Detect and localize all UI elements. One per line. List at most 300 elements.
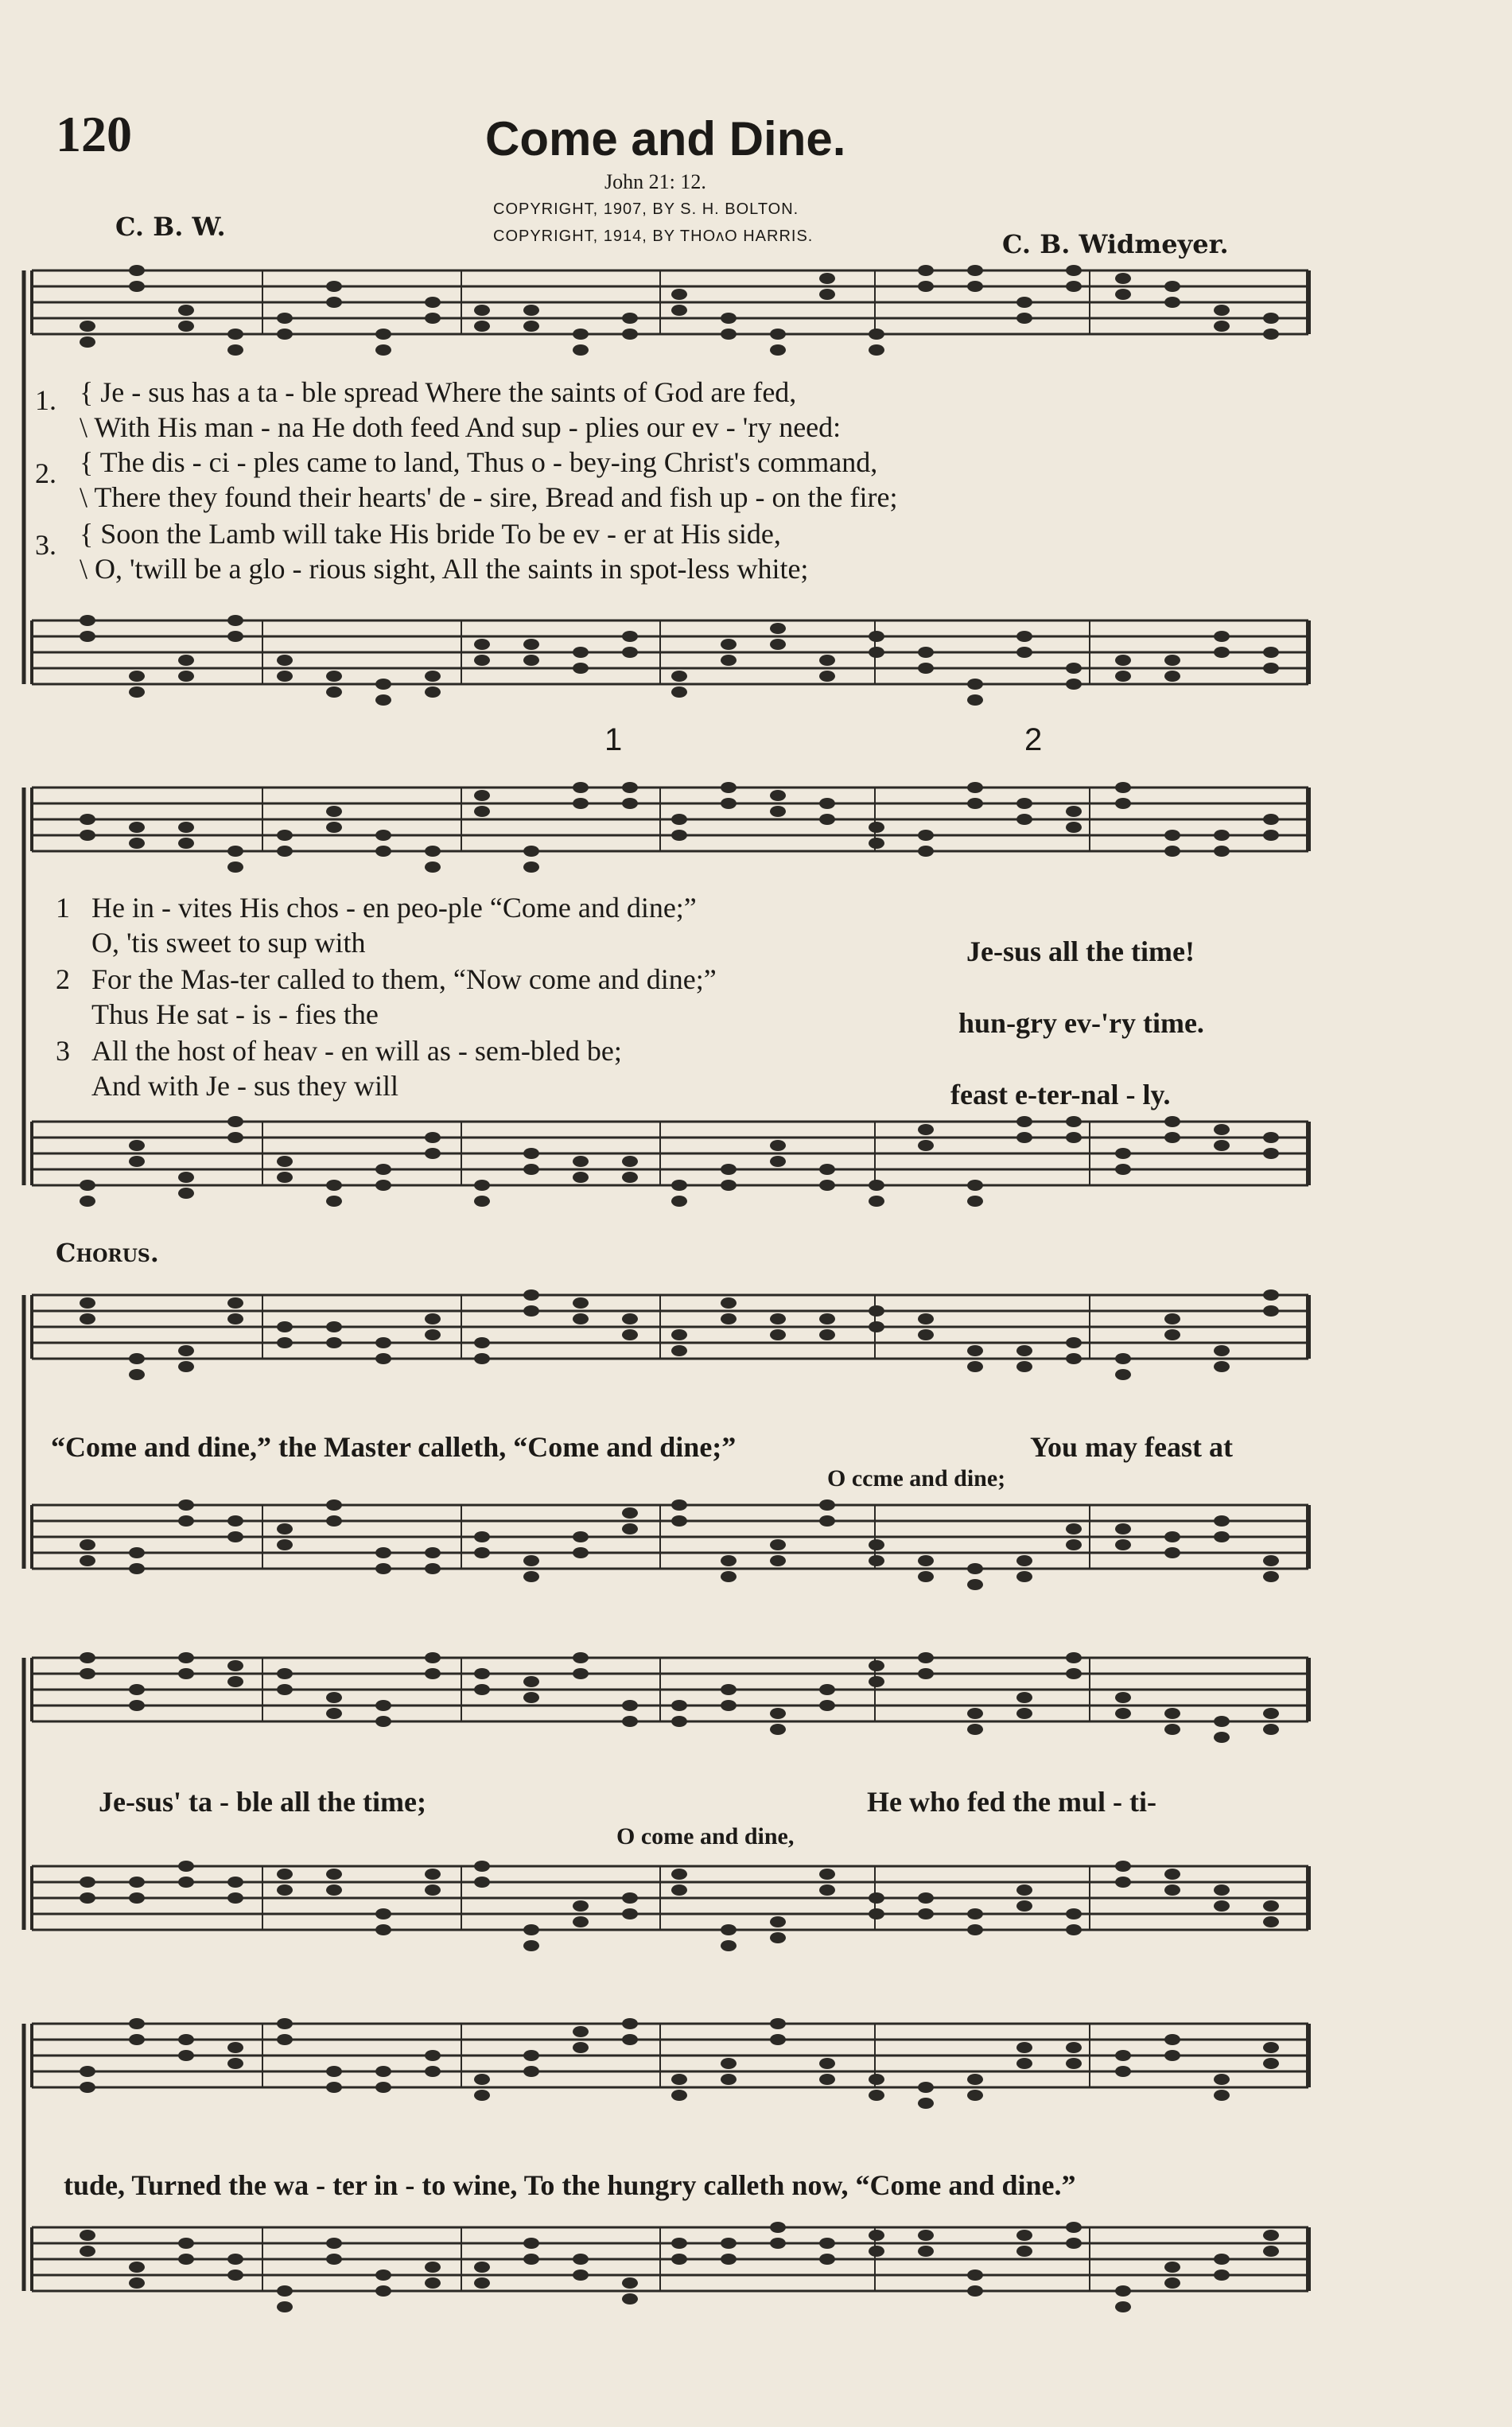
note-head [1164,1531,1180,1542]
note-head [967,1361,983,1372]
note-head [869,822,884,833]
note-head [277,1337,293,1348]
note-head [671,686,687,698]
note-head [326,1515,342,1527]
note-head [869,1660,884,1671]
note-head [1263,1900,1279,1912]
note-head [227,344,243,356]
verse-1-line-1: { Je - sus has a ta - ble spread Where the saints of God are fed, [80,376,797,408]
note-head [869,2090,884,2101]
note-head [425,297,441,308]
note-head [1066,1353,1082,1364]
note-head [425,1132,441,1143]
note-head [474,1531,490,1542]
note-head [326,1884,342,1896]
note-head [1263,2058,1279,2069]
note-head [770,2222,786,2233]
note-head [918,2230,934,2241]
note-head [129,1892,145,1904]
verse-1-refrain-line-b: O, 'tis sweet to sup with [91,927,366,959]
note-head [1164,1708,1180,1719]
note-head [671,1196,687,1207]
note-head [1115,1353,1131,1364]
note-head [227,846,243,857]
note-head [326,2082,342,2093]
note-head [178,1668,194,1679]
note-head [80,1196,95,1207]
second-ending-label: 2 [1024,722,1043,757]
note-head [178,2050,194,2061]
note-head [622,1892,638,1904]
note-head [1214,1515,1230,1527]
note-head [1115,2301,1131,2312]
note-head [1214,846,1230,857]
note-head [375,1908,391,1919]
note-head [819,1313,835,1324]
note-head [1164,2277,1180,2289]
note-head [622,1156,638,1167]
note-head [129,2277,145,2289]
note-head [918,1668,934,1679]
note-head [721,1571,737,1582]
note-head [326,1321,342,1332]
note-head [671,1345,687,1356]
note-head [178,1861,194,1872]
note-head [671,1515,687,1527]
note-head [227,329,243,340]
note-head [1164,281,1180,292]
note-head [375,344,391,356]
note-head [80,1877,95,1888]
note-head [770,1724,786,1735]
note-head [1263,647,1279,658]
first-ending-label: 1 [604,722,623,757]
note-head [375,830,391,841]
note-head [1066,1652,1082,1663]
note-head [671,2238,687,2249]
note-head [178,1877,194,1888]
note-head [819,1684,835,1695]
verse-number: 2. [35,457,56,489]
note-head [178,838,194,849]
note-head [1263,1132,1279,1143]
note-head [1066,822,1082,833]
note-head [474,305,490,316]
note-head [1214,1531,1230,1542]
note-head [967,2090,983,2101]
note-head [1164,2050,1180,2061]
note-head [622,1908,638,1919]
note-head [770,329,786,340]
note-head [277,1869,293,1880]
note-head [967,265,983,276]
note-head [573,1172,589,1183]
note-head [277,2285,293,2297]
note-head [425,846,441,857]
note-head [178,305,194,316]
note-head [1263,2230,1279,2241]
note-head [1066,1668,1082,1679]
note-head [573,344,589,356]
note-head [770,1555,786,1566]
note-head [967,1924,983,1935]
note-head [375,1164,391,1175]
chorus-label: Chorus. [56,1238,159,1268]
note-head [80,1555,95,1566]
note-head [129,838,145,849]
note-head [523,2050,539,2061]
note-head [523,1924,539,1935]
verse-number: 1 [56,892,70,924]
note-head [1016,1345,1032,1356]
scripture-reference: John 21: 12. [604,170,706,193]
note-head [1263,1289,1279,1301]
note-head [770,790,786,801]
note-head [1214,2090,1230,2101]
note-head [326,1337,342,1348]
note-head [80,1652,95,1663]
note-head [1016,1571,1032,1582]
note-head [474,1861,490,1872]
note-head [967,281,983,292]
note-head [918,830,934,841]
note-head [326,2254,342,2265]
note-head [770,1539,786,1550]
note-head [721,1684,737,1695]
note-head [671,1716,687,1727]
note-head [721,782,737,793]
note-head [1263,313,1279,324]
note-head [1164,1132,1180,1143]
note-head [1115,1523,1131,1534]
note-head [622,1507,638,1519]
note-head [1016,798,1032,809]
note-head [375,1700,391,1711]
note-head [1016,631,1032,642]
note-head [967,1724,983,1735]
note-head [178,1361,194,1372]
note-head [474,2090,490,2101]
note-head [277,671,293,682]
note-head [1214,1900,1230,1912]
note-head [326,1708,342,1719]
note-head [721,1555,737,1566]
note-head [178,671,194,682]
note-head [622,1700,638,1711]
note-head [129,265,145,276]
verse-number: 1. [35,384,56,416]
note-head [770,344,786,356]
note-head [1066,1908,1082,1919]
note-head [1115,1692,1131,1703]
note-head [129,2262,145,2273]
page-number: 120 [56,106,132,162]
note-head [277,1668,293,1679]
note-head [1164,1313,1180,1324]
note-head [227,1313,243,1324]
note-head [227,1515,243,1527]
ending-text-2: hun-gry ev-'ry time. [958,1007,1204,1039]
note-head [573,1916,589,1927]
note-head [1115,1861,1131,1872]
note-head [523,1148,539,1159]
note-head [523,1571,539,1582]
note-head [425,1652,441,1663]
verse-1-refrain-line: He in - vites His chos - en peo-ple “Come and dine;” [91,892,697,924]
note-head [277,2034,293,2045]
note-head [474,790,490,801]
note-head [474,321,490,332]
note-head [1263,1708,1279,1719]
note-head [918,1652,934,1663]
note-head [1066,2058,1082,2069]
note-head [1066,1539,1082,1550]
note-head [227,1877,243,1888]
note-head [523,846,539,857]
note-head [326,671,342,682]
note-head [326,297,342,308]
note-head [227,2269,243,2281]
note-head [474,655,490,666]
note-head [1115,782,1131,793]
note-head [80,2246,95,2257]
note-head [967,679,983,690]
note-head [178,321,194,332]
note-head [425,1329,441,1340]
note-head [967,1563,983,1574]
note-head [573,1547,589,1558]
note-head [770,1140,786,1151]
note-head [573,647,589,658]
note-head [1066,1924,1082,1935]
note-head [869,1908,884,1919]
note-head [80,2230,95,2241]
note-head [1115,2066,1131,2077]
chorus-line-1-end: You may feast at [1030,1431,1233,1463]
note-head [1016,2042,1032,2053]
note-head [129,2018,145,2029]
note-head [425,1668,441,1679]
note-head [80,336,95,348]
note-head [227,862,243,873]
note-head [277,2018,293,2029]
note-head [819,671,835,682]
note-head [474,1684,490,1695]
note-head [1016,2246,1032,2257]
note-head [178,2034,194,2045]
note-head [1016,1692,1032,1703]
note-head [375,694,391,706]
note-head [869,1539,884,1550]
note-head [1115,655,1131,666]
note-head [721,1700,737,1711]
note-head [819,1884,835,1896]
note-head [277,830,293,841]
note-head [425,862,441,873]
note-head [375,1924,391,1935]
note-head [869,329,884,340]
note-head [326,1869,342,1880]
note-head [1066,2222,1082,2233]
note-head [918,663,934,674]
note-head [967,798,983,809]
verse-2-line-1: { The dis - ci - ples came to land, Thus o - bey-ing Christ's command, [80,446,878,478]
note-head [474,1547,490,1558]
note-head [425,2262,441,2273]
note-head [425,1563,441,1574]
note-head [918,2098,934,2109]
note-head [227,1116,243,1127]
note-head [671,830,687,841]
note-head [523,1164,539,1175]
note-head [622,647,638,658]
note-head [178,1515,194,1527]
note-head [721,1313,737,1324]
note-head [129,1877,145,1888]
note-head [918,2082,934,2093]
note-head [375,2285,391,2297]
note-head [129,1547,145,1558]
note-head [1016,2230,1032,2241]
note-head [523,1305,539,1317]
note-head [1016,2058,1032,2069]
composer-credit: C. B. Widmeyer. [1002,229,1229,259]
note-head [721,1940,737,1951]
note-head [869,2074,884,2085]
note-head [178,1652,194,1663]
note-head [967,1579,983,1590]
note-head [425,2050,441,2061]
note-head [721,2058,737,2069]
note-head [622,313,638,324]
chorus-line-1: “Come and dine,” the Master calleth, “Come and dine;” [51,1431,737,1463]
note-head [967,694,983,706]
note-head [1115,1708,1131,1719]
note-head [1115,1148,1131,1159]
note-head [671,305,687,316]
note-head [819,1329,835,1340]
note-head [573,329,589,340]
chorus-line-2-end: He who fed the mul - ti- [867,1786,1156,1818]
note-head [671,1884,687,1896]
note-head [770,2018,786,2029]
note-head [129,1140,145,1151]
note-head [1214,321,1230,332]
chorus-line-3: tude, Turned the wa - ter in - to wine, To the hungry calleth now, “Come and dine.” [64,2169,1076,2201]
chorus-line-2: Je-sus' ta - ble all the time; [99,1786,426,1818]
note-head [573,1652,589,1663]
note-head [622,782,638,793]
note-head [375,2269,391,2281]
note-head [819,1180,835,1191]
note-head [770,1708,786,1719]
note-head [622,798,638,809]
note-head [1066,265,1082,276]
note-head [80,1539,95,1550]
note-head [227,1660,243,1671]
note-head [1164,671,1180,682]
note-head [227,1892,243,1904]
note-head [1214,1345,1230,1356]
verse-3-line-2: \ O, 'twill be a glo - rious sight, All the saints in spot-less white; [80,553,809,585]
note-head [523,1555,539,1566]
note-head [277,1684,293,1695]
note-head [1263,1571,1279,1582]
note-head [326,1196,342,1207]
note-head [622,1716,638,1727]
note-head [671,1869,687,1880]
note-head [1164,830,1180,841]
note-head [523,862,539,873]
note-head [1066,679,1082,690]
note-head [918,846,934,857]
note-head [178,2254,194,2265]
verse-3-refrain-line-b: And with Je - sus they will [91,1070,398,1102]
verse-3-refrain-line: All the host of heav - en will as - sem-bled be; [91,1035,622,1067]
note-head [573,2254,589,2265]
note-head [129,1369,145,1380]
note-head [622,1313,638,1324]
note-head [1066,2042,1082,2053]
note-head [1214,1140,1230,1151]
note-head [277,1884,293,1896]
note-head [819,2074,835,2085]
note-head [80,615,95,626]
note-head [1066,1116,1082,1127]
note-head [573,1900,589,1912]
note-head [1263,2042,1279,2053]
note-head [1066,281,1082,292]
note-head [227,2042,243,2053]
chorus-echo-1: O ccme and dine; [827,1465,1006,1492]
note-head [671,814,687,825]
note-head [1263,1916,1279,1927]
note-head [277,1523,293,1534]
note-head [326,1499,342,1511]
note-head [80,814,95,825]
note-head [869,1892,884,1904]
note-head [573,798,589,809]
verse-2-refrain-line-b: Thus He sat - is - fies the [91,998,379,1030]
note-head [622,631,638,642]
note-head [227,615,243,626]
note-head [1214,1732,1230,1743]
note-head [819,1499,835,1511]
note-head [375,679,391,690]
note-head [474,1196,490,1207]
note-head [918,1571,934,1582]
note-head [918,647,934,658]
note-head [770,639,786,650]
note-head [326,1180,342,1191]
note-head [869,344,884,356]
note-head [326,2238,342,2249]
note-head [80,830,95,841]
note-head [1214,1716,1230,1727]
note-head [671,1499,687,1511]
note-head [622,1329,638,1340]
note-head [671,671,687,682]
note-head [425,2277,441,2289]
note-head [1263,1724,1279,1735]
note-head [1115,1164,1131,1175]
note-head [622,1523,638,1534]
note-head [819,814,835,825]
note-head [573,2042,589,2053]
note-head [375,329,391,340]
note-head [573,1531,589,1542]
note-head [178,1345,194,1356]
